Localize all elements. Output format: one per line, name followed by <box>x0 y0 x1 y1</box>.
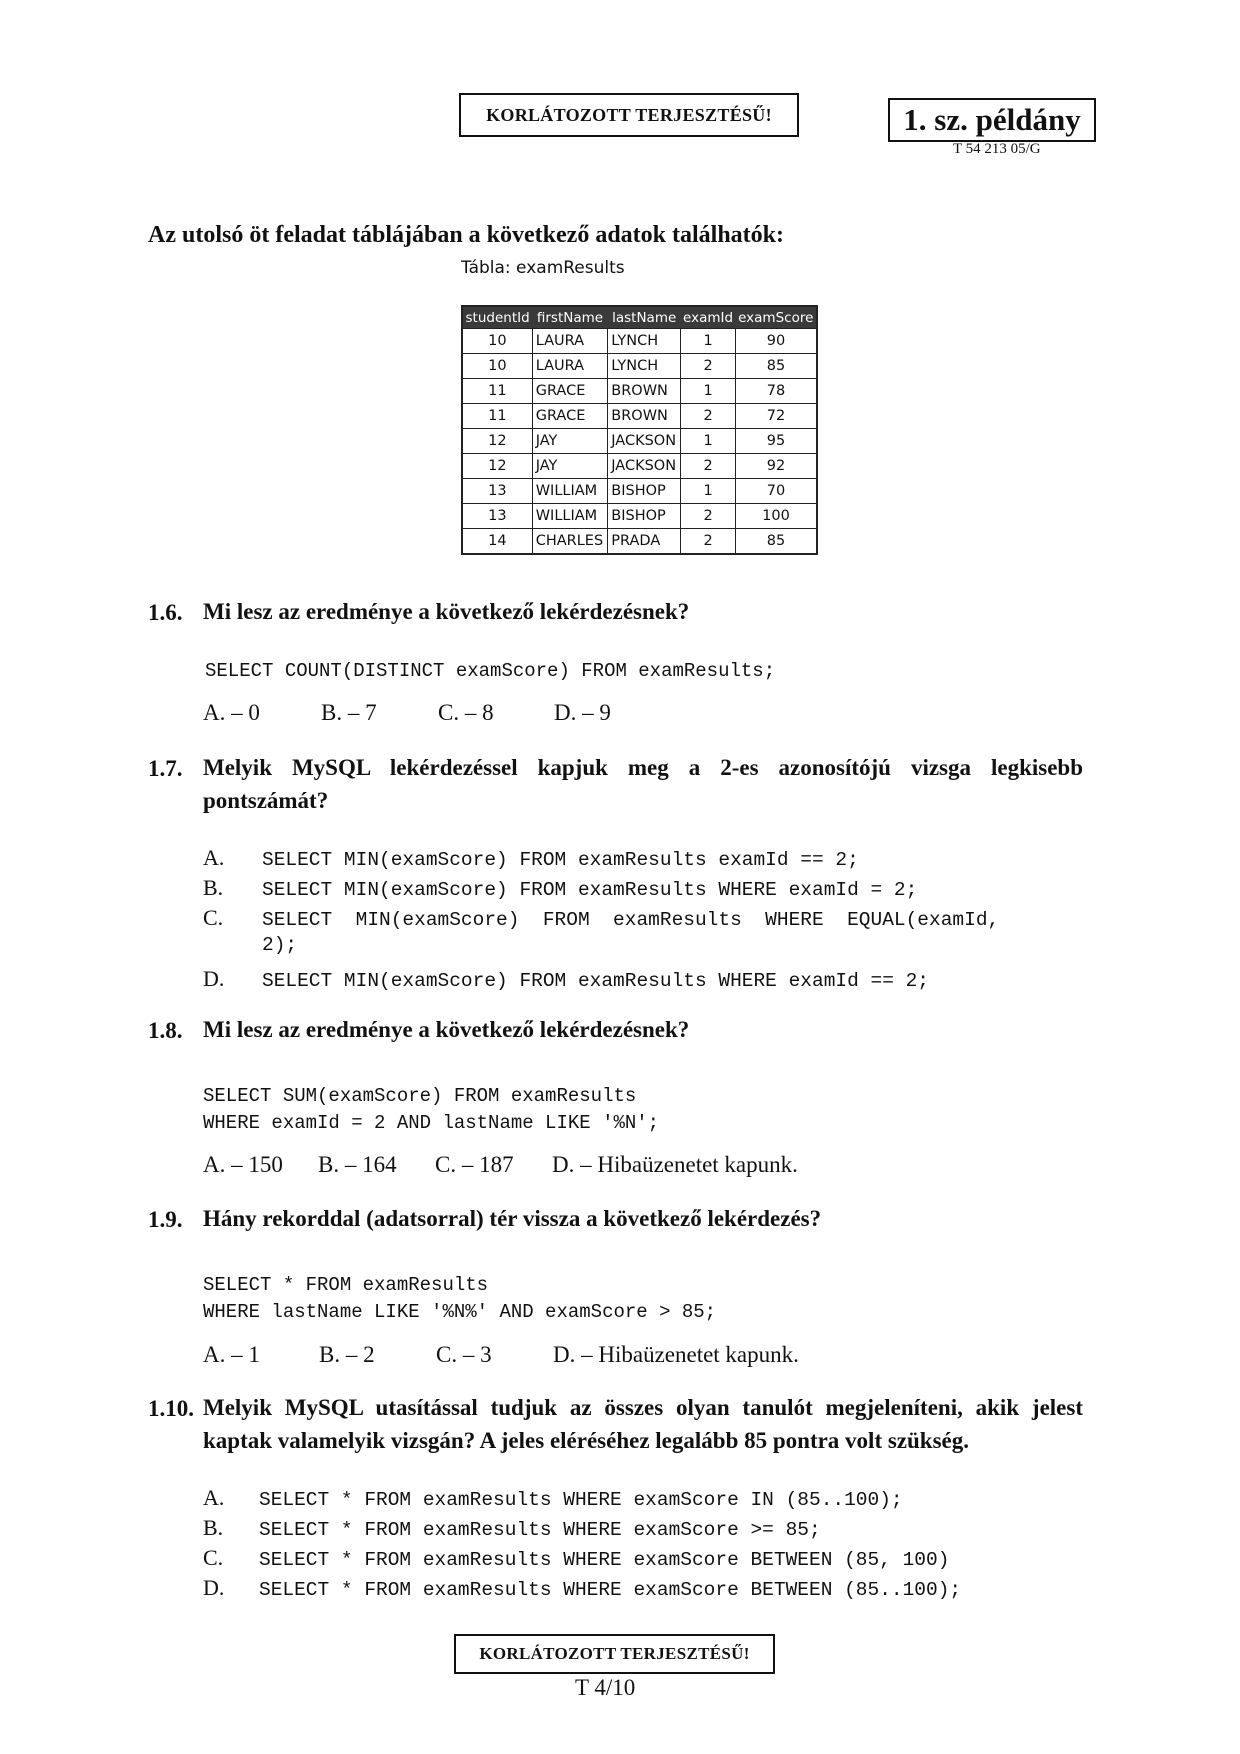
table-cell-firstName: LAURA <box>532 354 608 379</box>
sql-code: SELECT COUNT(DISTINCT examScore) FROM examResults; <box>205 660 776 682</box>
table-cell-lastName: LYNCH <box>608 329 681 354</box>
table-cell-studentId: 10 <box>462 329 532 354</box>
answer-option: D. – Hibaüzenetet kapunk. <box>552 1152 798 1177</box>
table-cell-studentId: 13 <box>462 504 532 529</box>
question-text: Hány rekorddal (adatsorral) tér vissza a következő lekérdezés? <box>203 1206 822 1231</box>
question-text-line: kaptak valamelyik vizsgán? A jeles eléréséhez legalább 85 pontra volt szükség. <box>203 1428 970 1453</box>
table-cell-examScore: 70 <box>735 479 817 504</box>
answer-option: C. – 187 <box>435 1152 514 1177</box>
option-letter: C. <box>203 1545 224 1570</box>
table-cell-lastName: BROWN <box>608 379 681 404</box>
question-number: 1.7. <box>148 756 183 781</box>
question-text-line: Melyik MySQL utasítással tudjuk az összes olyan tanulót megjeleníteni, akik jelest <box>203 1395 1083 1420</box>
exam-results-table <box>461 305 818 555</box>
footer-restricted-label: KORLÁTOZOTT TERJESZTÉSŰ! <box>454 1634 775 1674</box>
answer-options <box>203 700 611 726</box>
table-row <box>462 479 817 504</box>
table-cell-studentId: 13 <box>462 479 532 504</box>
answer-option: B. – 164 <box>318 1152 397 1177</box>
option-code: SELECT MIN(examScore) FROM examResults WHERE EQUAL(examId, <box>262 909 1000 931</box>
option-code-continuation: 2); <box>262 934 298 956</box>
option-letter: C. <box>203 905 224 930</box>
table-caption: Tábla: examResults <box>461 258 625 278</box>
option-code: SELECT MIN(examScore) FROM examResults WHERE examId == 2; <box>262 970 930 992</box>
question-number: 1.6. <box>148 600 183 625</box>
table-cell-firstName: CHARLES <box>532 529 608 555</box>
answer-option: D. – 9 <box>554 700 611 725</box>
sql-code: SELECT * FROM examResults <box>203 1274 489 1296</box>
table-cell-lastName: BISHOP <box>608 479 681 504</box>
answer-options <box>203 1342 799 1368</box>
table-cell-examScore: 95 <box>735 429 817 454</box>
question-number: 1.10. <box>148 1396 194 1421</box>
option-code: SELECT MIN(examScore) FROM examResults examId == 2; <box>262 849 859 871</box>
option-letter: A. <box>203 845 225 870</box>
answer-options <box>203 1152 798 1178</box>
section-intro: Az utolsó öt feladat táblájában a következő adatok találhatók: <box>148 222 785 248</box>
table-row <box>462 529 817 555</box>
answer-option: C. – 8 <box>438 700 494 725</box>
table-header-row <box>462 306 817 329</box>
table-body <box>462 329 817 555</box>
table-cell-examId: 1 <box>681 329 736 354</box>
table-row <box>462 454 817 479</box>
answer-option: B. – 2 <box>319 1342 375 1367</box>
sql-code: SELECT SUM(examScore) FROM examResults <box>203 1085 637 1107</box>
sql-code: WHERE examId = 2 AND lastName LIKE '%N'; <box>203 1112 660 1134</box>
table-cell-examScore: 85 <box>735 529 817 555</box>
question-number: 1.9. <box>148 1207 183 1232</box>
table-cell-examScore: 78 <box>735 379 817 404</box>
table-cell-firstName: LAURA <box>532 329 608 354</box>
table-cell-examScore: 90 <box>735 329 817 354</box>
restricted-distribution-label: KORLÁTOZOTT TERJESZTÉSŰ! <box>459 93 799 137</box>
table-cell-examId: 2 <box>681 529 736 555</box>
question-text <box>203 751 1083 817</box>
option-code: SELECT * FROM examResults WHERE examScore IN (85..100); <box>259 1489 903 1511</box>
answer-option: D. – Hibaüzenetet kapunk. <box>553 1342 799 1367</box>
table-cell-firstName: GRACE <box>532 379 608 404</box>
option-code: SELECT * FROM examResults WHERE examScore BETWEEN (85, 100) <box>259 1549 950 1571</box>
answer-option: B. – 7 <box>321 700 377 725</box>
table-cell-studentId: 11 <box>462 404 532 429</box>
option-letter: B. <box>203 875 224 900</box>
column-header: studentId <box>462 306 532 329</box>
table-cell-lastName: JACKSON <box>608 429 681 454</box>
table-row <box>462 404 817 429</box>
answer-option: C. – 3 <box>436 1342 492 1367</box>
table-row <box>462 429 817 454</box>
table-cell-examId: 1 <box>681 379 736 404</box>
table-cell-studentId: 14 <box>462 529 532 555</box>
question-number: 1.8. <box>148 1018 183 1043</box>
table-row <box>462 329 817 354</box>
answer-option: A. – 1 <box>203 1342 260 1367</box>
table-cell-studentId: 10 <box>462 354 532 379</box>
table-cell-studentId: 12 <box>462 454 532 479</box>
table-cell-lastName: BISHOP <box>608 504 681 529</box>
column-header: examId <box>681 306 736 329</box>
option-code: SELECT * FROM examResults WHERE examScore BETWEEN (85..100); <box>259 1579 962 1601</box>
question-text-line: Melyik MySQL lekérdezéssel kapjuk meg a 2-es azonosítójú vizsga legkisebb <box>203 755 1083 780</box>
table-cell-examId: 1 <box>681 429 736 454</box>
question-text <box>203 1391 1083 1457</box>
option-letter: A. <box>203 1485 225 1510</box>
answer-option: A. – 150 <box>203 1152 283 1177</box>
column-header: firstName <box>532 306 608 329</box>
table-cell-examId: 1 <box>681 479 736 504</box>
table-cell-studentId: 11 <box>462 379 532 404</box>
table-cell-examId: 2 <box>681 454 736 479</box>
page-number: T 4/10 <box>575 1675 636 1700</box>
table-cell-lastName: JACKSON <box>608 454 681 479</box>
option-letter: D. <box>203 966 225 991</box>
table-cell-lastName: LYNCH <box>608 354 681 379</box>
option-code: SELECT MIN(examScore) FROM examResults WHERE examId = 2; <box>262 879 918 901</box>
option-letter: B. <box>203 1515 224 1540</box>
table-cell-examId: 2 <box>681 404 736 429</box>
option-letter: D. <box>203 1575 225 1600</box>
table-cell-firstName: JAY <box>532 454 608 479</box>
option-code: SELECT * FROM examResults WHERE examScore >= 85; <box>259 1519 821 1541</box>
column-header: examScore <box>735 306 817 329</box>
table-cell-lastName: BROWN <box>608 404 681 429</box>
table-cell-studentId: 12 <box>462 429 532 454</box>
table-row <box>462 354 817 379</box>
sql-code: WHERE lastName LIKE '%N%' AND examScore > 85; <box>203 1301 717 1323</box>
copy-number-label: 1. sz. példány <box>888 98 1096 142</box>
table-cell-examScore: 100 <box>735 504 817 529</box>
table-cell-examScore: 92 <box>735 454 817 479</box>
document-code: T 54 213 05/G <box>953 141 1041 157</box>
table-cell-firstName: WILLIAM <box>532 479 608 504</box>
table-cell-examScore: 72 <box>735 404 817 429</box>
table-cell-examId: 2 <box>681 354 736 379</box>
table-cell-examId: 2 <box>681 504 736 529</box>
answer-option: A. – 0 <box>203 700 260 725</box>
table-cell-firstName: JAY <box>532 429 608 454</box>
table-cell-firstName: WILLIAM <box>532 504 608 529</box>
table-cell-lastName: PRADA <box>608 529 681 555</box>
table-row <box>462 379 817 404</box>
table-row <box>462 504 817 529</box>
table-cell-firstName: GRACE <box>532 404 608 429</box>
question-text: Mi lesz az eredménye a következő lekérdezésnek? <box>203 599 690 624</box>
question-text-line: pontszámát? <box>203 788 329 813</box>
question-text: Mi lesz az eredménye a következő lekérdezésnek? <box>203 1017 690 1042</box>
table-cell-examScore: 85 <box>735 354 817 379</box>
column-header: lastName <box>608 306 681 329</box>
